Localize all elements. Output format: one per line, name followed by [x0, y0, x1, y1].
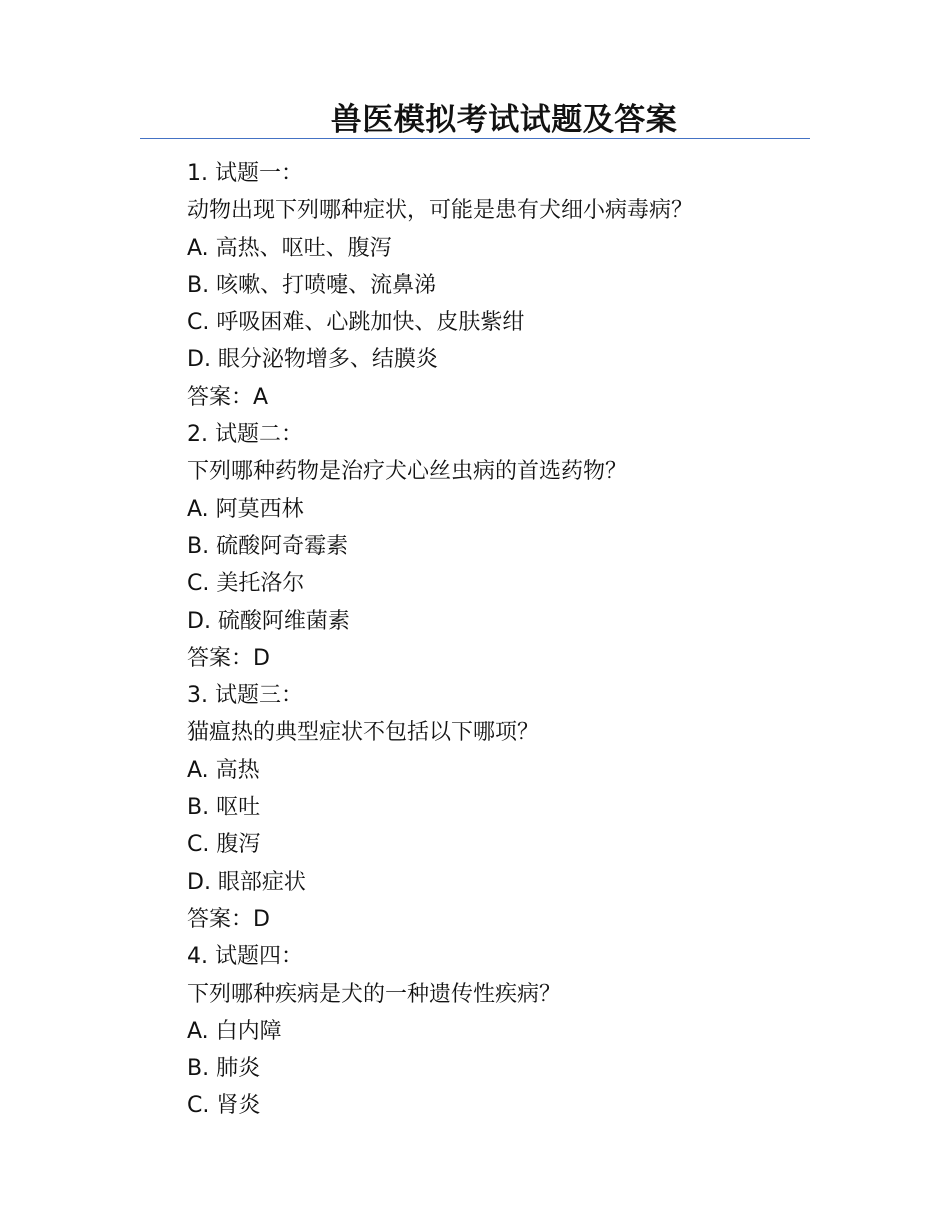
question-4-option-a: A. 白内障 — [187, 1018, 282, 1044]
question-3-option-b: B. 呕吐 — [187, 795, 261, 821]
question-4-number: 4. 试题四： — [187, 944, 303, 970]
question-1-number: 1. 试题一： — [187, 161, 303, 186]
question-3-number: 3. 试题三： — [187, 683, 303, 709]
question-2-text: 下列哪种药物是治疗犬心丝虫病的首选药物？ — [187, 459, 628, 485]
question-4-text: 下列哪种疾病是犬的一种遗传性疾病？ — [187, 981, 562, 1007]
question-3-option-c: C. 腹泻 — [187, 832, 261, 858]
question-1-option-a: A. 高热、呕吐、腹泻 — [187, 235, 392, 261]
question-3-text: 猫瘟热的典型症状不包括以下哪项？ — [187, 720, 540, 746]
question-3-answer: 答案：D — [187, 906, 270, 932]
question-2-option-b: B. 硫酸阿奇霉素 — [187, 533, 349, 559]
question-2-option-d: D. 硫酸阿维菌素 — [187, 608, 350, 634]
question-2-option-c: C. 美托洛尔 — [187, 571, 305, 597]
question-2-option-a: A. 阿莫西林 — [187, 496, 304, 522]
question-1-text: 动物出现下列哪种症状，可能是患有犬细小病毒病？ — [187, 198, 694, 224]
title-underline — [140, 138, 810, 139]
question-4-option-b: B. 肺炎 — [187, 1056, 261, 1082]
question-4-option-c: C. 肾炎 — [187, 1093, 261, 1119]
question-1-answer: 答案：A — [187, 384, 269, 410]
question-2-answer: 答案：D — [187, 645, 270, 671]
document-body — [187, 155, 807, 1125]
question-2-number: 2. 试题二： — [187, 422, 303, 448]
document-title: 兽医模拟考试试题及答案 — [330, 102, 678, 138]
question-1-option-b: B. 咳嗽、打喷嚏、流鼻涕 — [187, 272, 437, 298]
question-1-option-c: C. 呼吸困难、心跳加快、皮肤紫绀 — [187, 310, 525, 336]
question-1-option-d: D. 眼分泌物增多、结膜炎 — [187, 347, 438, 373]
question-3-option-a: A. 高热 — [187, 757, 260, 783]
question-3-option-d: D. 眼部症状 — [187, 869, 306, 895]
